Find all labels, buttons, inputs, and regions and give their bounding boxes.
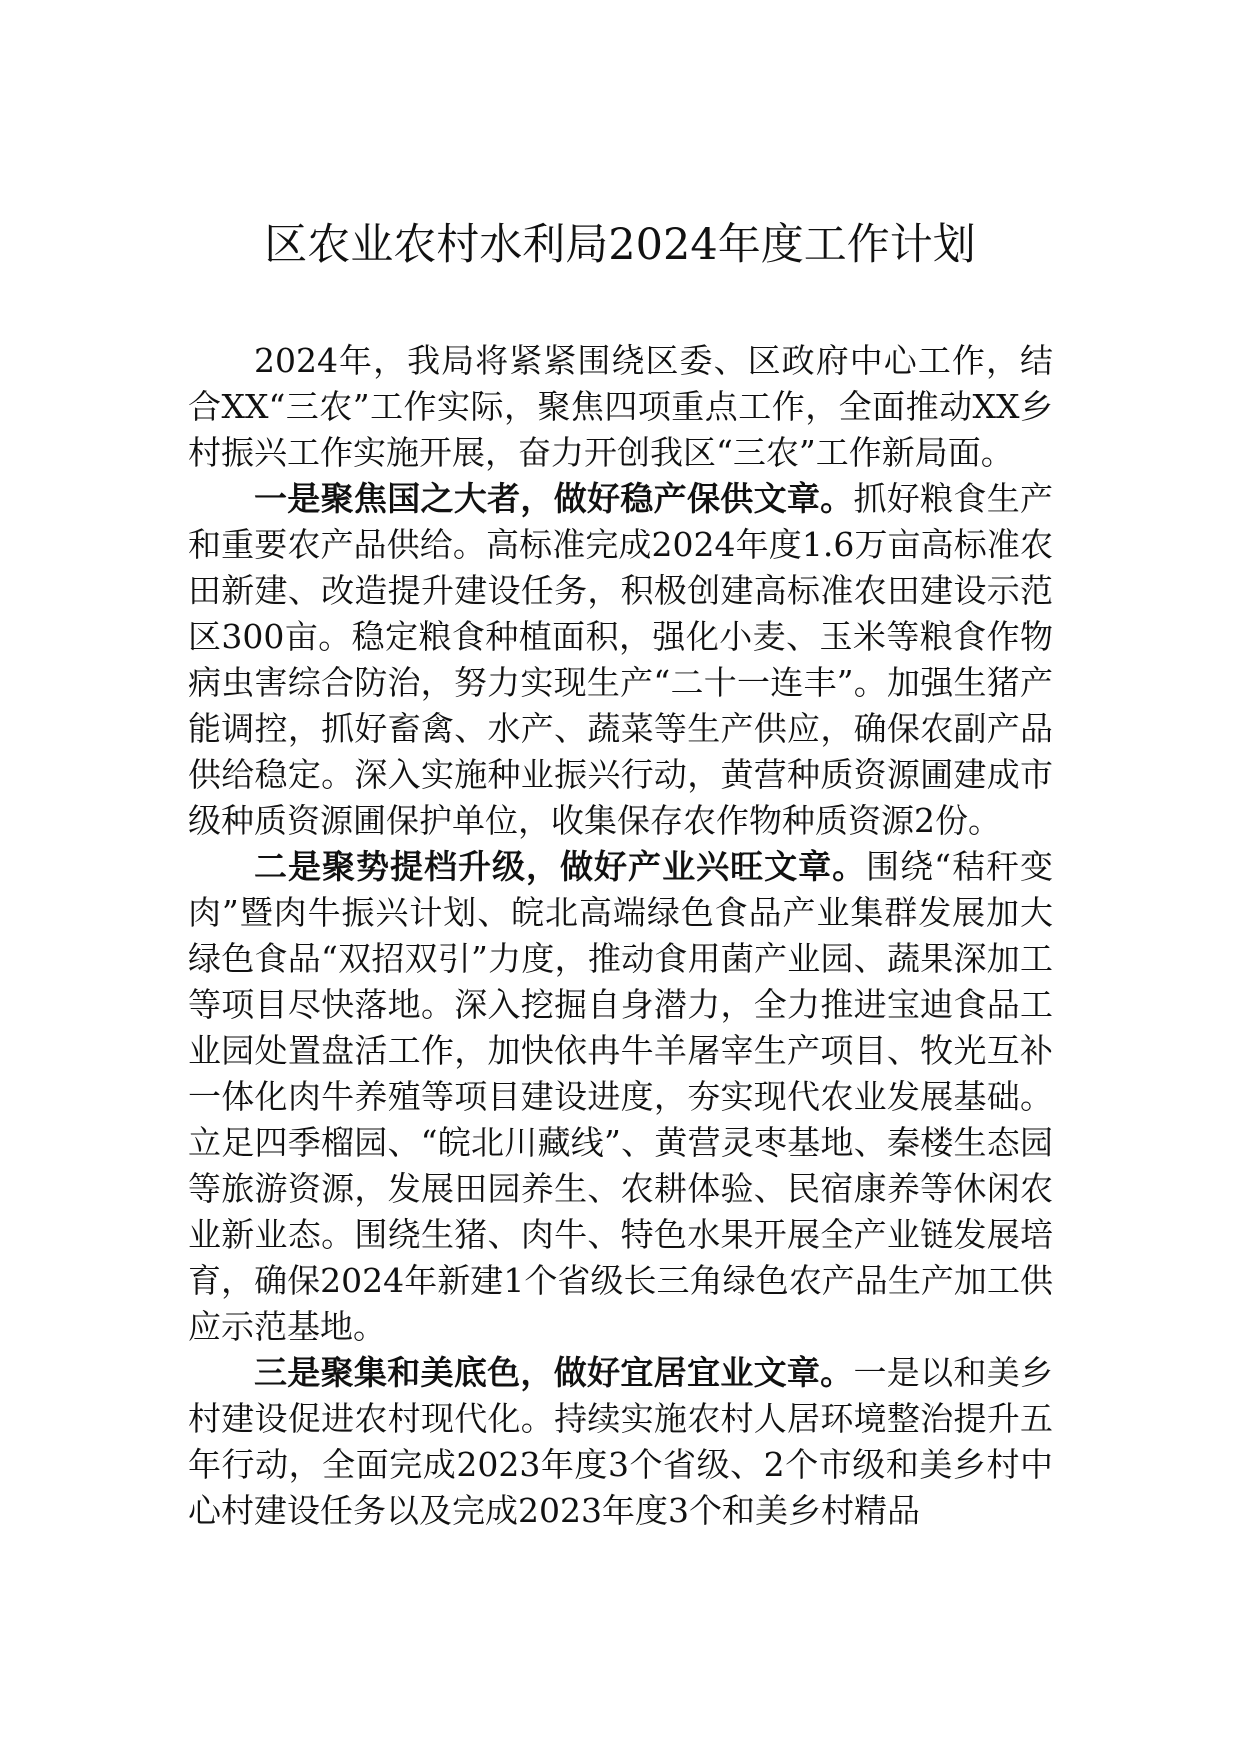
paragraph-text: 一是以和美乡村建设促进农村现代化。持续实施农村人居环境整治提升五年行动，全面完成2023年度3个省级、2个市级和美乡村中心村建设任务以及完成2023年度3个和美乡村精品 xyxy=(188,1353,1054,1530)
paragraph-lead: 一是聚焦国之大者，做好稳产保供文章。 xyxy=(254,479,854,518)
document-body xyxy=(188,338,1053,1534)
section-paragraph-3 xyxy=(188,1350,1053,1534)
paragraph-text: 2024年，我局将紧紧围绕区委、区政府中心工作，结合XX“三农”工作实际，聚焦四项重点工作，全面推动XX乡村振兴工作实施开展，奋力开创我区“三农”工作新局面。 xyxy=(188,341,1053,472)
paragraph-text: 围绕“秸秆变肉”暨肉牛振兴计划、皖北高端绿色食品产业集群发展加大绿色食品“双招双引”力度，推动食用菌产业园、蔬果深加工等项目尽快落地。深入挖掘自身潜力，全力推进宝迪食品工业园处置盘活工作，加快依冉牛羊屠宰生产项目、牧光互补一体化肉牛养殖等项目建设进度，夯实现代农业发展基础。立足四季榴园、“皖北川藏线”、黄营灵枣基地、秦楼生态园等旅游资源，发展田园养生、农耕体验、民宿康养等休闲农业新业态。围绕生猪、肉牛、特色水果开展全产业链发展培育，确保2024年新建1个省级长三角绿色农产品生产加工供应示范基地。 xyxy=(188,847,1054,1346)
section-paragraph-1 xyxy=(188,476,1053,844)
intro-paragraph xyxy=(188,338,1053,476)
paragraph-lead: 二是聚势提档升级，做好产业兴旺文章。 xyxy=(254,847,867,886)
document-title: 区农业农村水利局2024年度工作计划 xyxy=(264,220,976,270)
paragraph-lead: 三是聚集和美底色，做好宜居宜业文章。 xyxy=(254,1353,854,1392)
paragraph-text: 抓好粮食生产和重要农产品供给。高标准完成2024年度1.6万亩高标准农田新建、改造提升建设任务，积极创建高标准农田建设示范区300亩。稳定粮食种植面积，强化小麦、玉米等粮食作物病虫害综合防治，努力实现生产“二十一连丰”。加强生猪产能调控，抓好畜禽、水产、蔬菜等生产供应，确保农副产品供给稳定。深入实施种业振兴行动，黄营种质资源圃建成市级种质资源圃保护单位，收集保存农作物种质资源2份。 xyxy=(188,479,1054,840)
section-paragraph-2 xyxy=(188,844,1053,1350)
